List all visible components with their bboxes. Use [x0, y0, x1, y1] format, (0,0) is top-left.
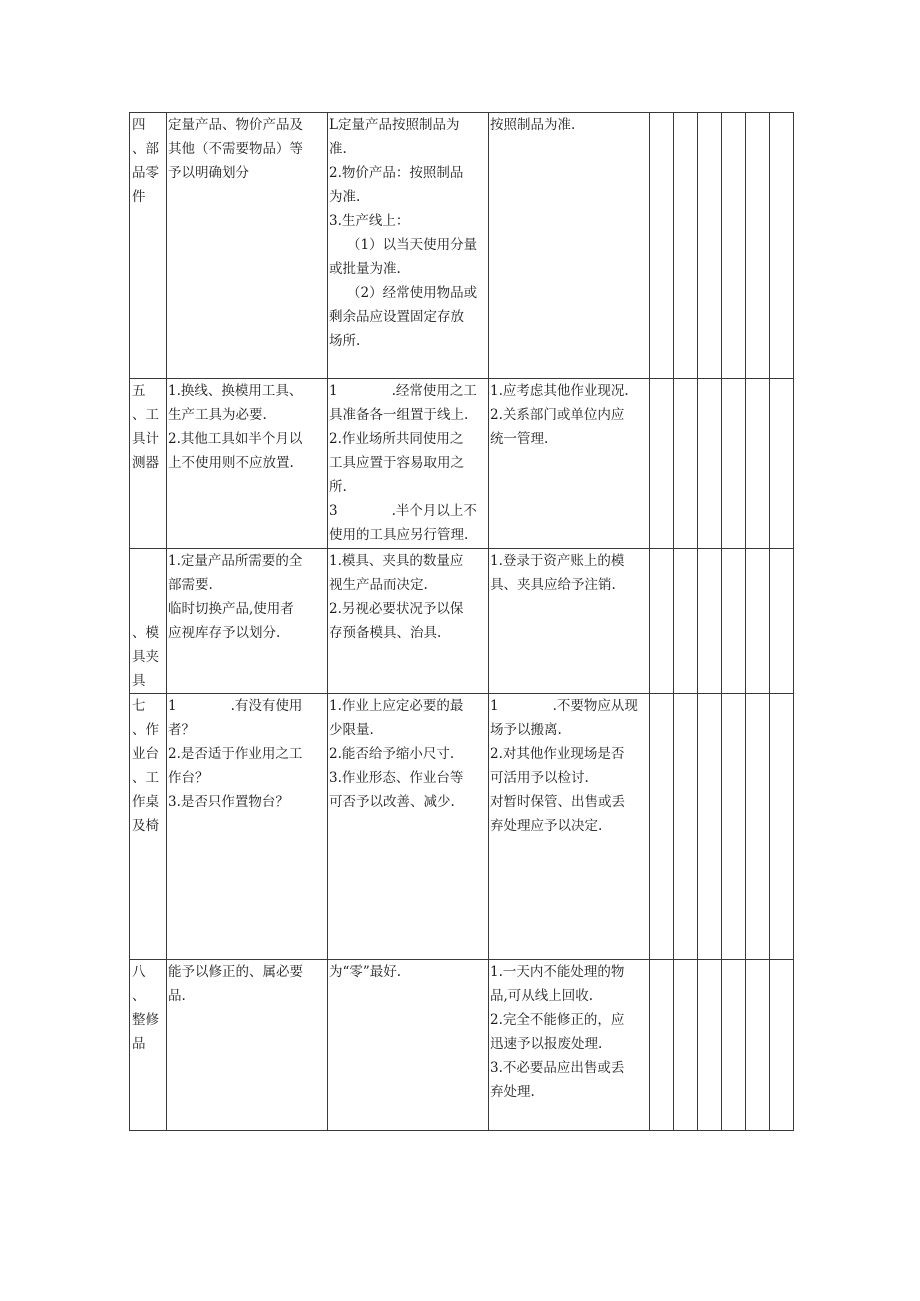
check-cell — [650, 960, 674, 1131]
check-cell — [698, 379, 722, 549]
check-cell — [650, 694, 674, 960]
category-cell: 五 、工 具计 测器 — [130, 379, 167, 549]
criteria-cell: 能予以修正的、属必要 品. — [167, 960, 328, 1131]
notes-cell: 1.登录于资产账上的模 具、夹具应给予注销. — [489, 549, 650, 694]
check-cell — [698, 113, 722, 379]
category-cell: 四 、部 品零 件 — [130, 113, 167, 379]
check-cell — [674, 379, 698, 549]
check-cell — [746, 113, 770, 379]
check-cell — [650, 113, 674, 379]
notes-cell: 1.一天内不能处理的物 品,可从线上回收. 2.完全不能修正的，应 迅速予以报废处理. 3.不必要品应出售或丢 弃处理. — [489, 960, 650, 1131]
notes-cell: 1 .不要物应从现 场予以搬离. 2.对其他作业现场是否 可活用予以检讨. 对暂时保管、出售或丢 弃处理应予以决定. — [489, 694, 650, 960]
check-cell — [722, 549, 746, 694]
method-cell: 1 .经常使用之工 具准备各一组置于线上. 2.作业场所共同使用之 工具应置于容易取用之 所. 3 .半个月以上不 使用的工具应另行管理. — [328, 379, 489, 549]
table-row — [130, 960, 794, 1131]
check-cell — [674, 694, 698, 960]
check-cell — [674, 960, 698, 1131]
check-cell — [722, 694, 746, 960]
table-row — [130, 113, 794, 379]
check-cell — [650, 549, 674, 694]
notes-cell: 1.应考虑其他作业现况. 2.关系部门或单位内应 统一管理. — [489, 379, 650, 549]
category-cell: 八 、 整修 品 — [130, 960, 167, 1131]
check-cell — [770, 113, 794, 379]
check-cell — [746, 694, 770, 960]
check-cell — [674, 549, 698, 694]
check-cell — [770, 960, 794, 1131]
table-row — [130, 694, 794, 960]
check-cell — [674, 113, 698, 379]
method-cell: 1.模具、夹具的数量应 视生产品而决定. 2.另视必要状况予以保 存预备模具、治具. — [328, 549, 489, 694]
criteria-cell: 1.定量产品所需要的全 部需要. 临时切换产品,使用者 应视库存予以划分. — [167, 549, 328, 694]
check-cell — [722, 113, 746, 379]
check-cell — [746, 960, 770, 1131]
check-cell — [698, 549, 722, 694]
table-row — [130, 379, 794, 549]
method-cell: L定量产品按照制品为 准. 2.物价产品：按照制品 为准. 3.生产线上： （1）以当天使用分量 或批量为准. （2）经常使用物品或 剩余品应设置固定存放 场所. — [328, 113, 489, 379]
category-cell: 、模 具夹 具 — [130, 549, 167, 694]
criteria-cell: 1 .有没有使用 者？ 2.是否适于作业用之工 作台？ 3.是否只作置物台？ — [167, 694, 328, 960]
criteria-cell: 1.换线、换模用工具、 生产工具为必要. 2.其他工具如半个月以 上不使用则不应放置. — [167, 379, 328, 549]
criteria-cell: 定量产品、物价产品及 其他（不需要物品）等 予以明确划分 — [167, 113, 328, 379]
check-cell — [722, 960, 746, 1131]
check-cell — [746, 549, 770, 694]
check-cell — [746, 379, 770, 549]
notes-cell: 按照制品为准. — [489, 113, 650, 379]
check-cell — [698, 694, 722, 960]
category-cell: 七 、作 业台 、工 作桌 及椅 — [130, 694, 167, 960]
checklist-table — [129, 112, 794, 1131]
check-cell — [770, 694, 794, 960]
method-cell: 1.作业上应定必要的最 少限量. 2.能否给予缩小尺寸. 3.作业形态、作业台等 可否予以改善、减少. — [328, 694, 489, 960]
check-cell — [770, 549, 794, 694]
check-cell — [650, 379, 674, 549]
check-cell — [722, 379, 746, 549]
table-row — [130, 549, 794, 694]
check-cell — [770, 379, 794, 549]
check-cell — [698, 960, 722, 1131]
method-cell: 为“零”最好. — [328, 960, 489, 1131]
